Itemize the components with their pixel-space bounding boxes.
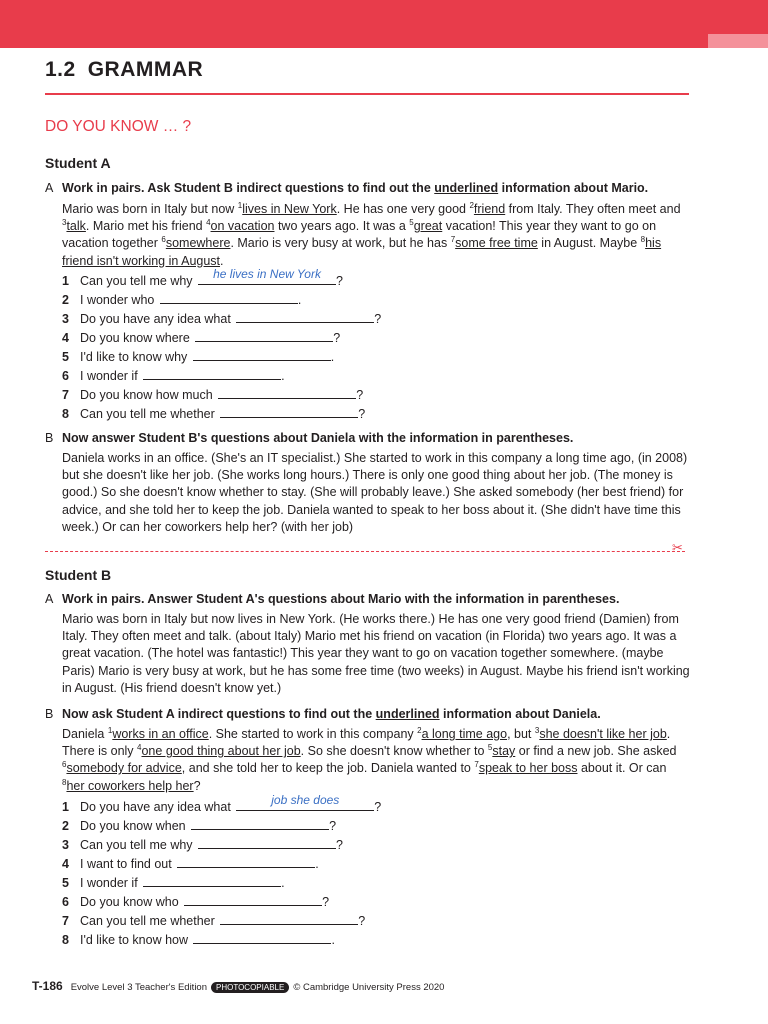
question-punctuation: .	[315, 857, 319, 871]
student-a-part-a-letter: A	[45, 181, 54, 195]
question-punctuation: ?	[356, 388, 364, 402]
question-item	[62, 290, 301, 308]
underlined-phrase: great	[413, 219, 443, 234]
question-number: 4	[62, 331, 69, 345]
question-stem: I wonder who	[80, 293, 158, 307]
item-number: 5	[409, 218, 414, 228]
question-punctuation: .	[281, 876, 285, 890]
underlined-phrase: friend	[473, 202, 506, 216]
question-punctuation: ?	[329, 819, 337, 833]
student-b-part-b-letter: B	[45, 707, 54, 721]
paragraph-text: or find a new job. She asked	[515, 744, 677, 759]
question-stem: Can you tell me why	[80, 274, 197, 288]
student-b-part-a-letter: A	[45, 592, 54, 606]
answer-blank[interactable]	[236, 309, 374, 323]
question-item	[62, 930, 335, 948]
cut-line	[45, 551, 685, 552]
paragraph-text: , but	[507, 727, 535, 741]
paragraph-text: .	[220, 253, 224, 268]
question-item	[62, 267, 343, 289]
item-number: 7	[450, 235, 456, 245]
answer-blank[interactable]	[193, 347, 331, 361]
page-title	[45, 58, 203, 82]
instruction-underlined: underlined	[375, 707, 440, 721]
paragraph-text: Daniela	[62, 727, 108, 741]
item-number: 8	[62, 777, 67, 787]
question-punctuation: ?	[374, 800, 382, 814]
underlined-phrase: somewhere	[165, 236, 231, 251]
answer-blank[interactable]	[177, 854, 315, 868]
question-punctuation: ?	[322, 895, 330, 909]
answer-blank[interactable]	[184, 892, 322, 906]
underlined-phrase: lives in New York	[242, 202, 337, 216]
question-punctuation: ?	[358, 914, 366, 928]
answer-blank[interactable]	[195, 328, 333, 342]
question-number: 4	[62, 857, 69, 871]
copyright-text: © Cambridge University Press 2020	[293, 982, 445, 993]
mario-info-paragraph: Mario was born in Italy but now lives in New York. (He works there.) He has one very good friend (Damien) from Italy. They often meet and talk. (about Italy) Mario met his friend on vacation (in Florida) two years ago. It was a great vacation. (The hotel was fantastic!) This year they want to go on vacation together somewhere. (maybe Paris) Mario is very busy at work, but he has some free time (two weeks) in August. Maybe his friend isn't working in August. (His friend doesn't know yet.)	[62, 612, 690, 695]
question-number: 1	[62, 800, 69, 814]
answer-blank[interactable]	[143, 366, 281, 380]
question-punctuation: .	[331, 933, 335, 947]
paragraph-text: . He has one very good	[336, 202, 470, 216]
top-banner	[0, 0, 768, 48]
daniela-info-paragraph: Daniela works in an office. (She's an IT specialist.) She started to work in this company a long time ago, (in 2008) but she doesn't like her job. (She works long hours.) There is only one good thing about her job. (The money is good.) So she doesn't know whether to stay. (She will probably leave.) She asked somebody (her best friend) for advice, and she told her to keep the job. Daniela wanted to speak to her boss about it. (She didn't have time this week.) Or can her coworkers help her? (with her job)	[62, 451, 688, 534]
mario-paragraph	[62, 201, 692, 270]
question-item	[62, 328, 340, 346]
question-stem: Can you tell me whether	[80, 914, 219, 928]
paragraph-text: . Mario is very busy at work, but he has	[230, 236, 451, 251]
question-stem: Can you tell me whether	[80, 407, 219, 421]
paragraph-text: two years ago. It was a	[274, 219, 410, 234]
question-number: 1	[62, 274, 69, 288]
item-number: 2	[469, 200, 474, 210]
paragraph-text: . She started to work in this company	[208, 727, 418, 741]
question-stem: Do you know when	[80, 819, 190, 833]
item-number: 3	[534, 725, 540, 735]
question-stem: I'd like to know how	[80, 933, 192, 947]
instruction-text: information about Mario.	[498, 181, 649, 195]
question-stem: Do you have any idea what	[80, 800, 235, 814]
question-punctuation: .	[281, 369, 285, 383]
title-rule	[45, 93, 689, 95]
question-punctuation: ?	[374, 312, 382, 326]
question-number: 6	[62, 895, 69, 909]
paragraph-text: . So she doesn't know whether to	[300, 744, 488, 759]
paragraph-text: . Mario met his friend	[85, 219, 207, 234]
underlined-phrase: his friend isn't working in August	[62, 236, 662, 268]
question-number: 8	[62, 407, 69, 421]
question-item	[62, 309, 381, 327]
question-punctuation: .	[330, 350, 335, 364]
underlined-phrase: one good thing about her job	[141, 744, 301, 759]
paragraph-text: about it. Or can	[577, 761, 667, 776]
question-stem: Do you know where	[80, 331, 194, 345]
handwritten-answer: job she does	[271, 793, 340, 807]
question-number: 5	[62, 876, 69, 890]
question-number: 6	[62, 369, 69, 383]
item-number: 4	[137, 743, 142, 753]
question-item	[62, 366, 285, 384]
answer-blank[interactable]	[198, 267, 336, 285]
question-item	[62, 793, 382, 815]
underlined-phrase: her coworkers help her	[66, 778, 194, 793]
do-you-know-heading: DO YOU KNOW … ?	[45, 118, 192, 135]
paragraph-text: , and she told her to keep the job. Daniela wanted to	[181, 761, 475, 776]
question-item	[62, 347, 334, 365]
answer-blank[interactable]	[218, 385, 356, 399]
banner-tab	[708, 34, 768, 48]
student-b-part-a-instruction: Work in pairs. Answer Student A's questions about Mario with the information in parentheses.	[62, 592, 620, 606]
question-item	[62, 911, 365, 929]
answer-blank[interactable]	[191, 816, 329, 830]
question-punctuation: .	[297, 293, 302, 307]
item-number: 6	[161, 235, 166, 245]
question-stem: I want to find out	[80, 857, 176, 871]
answer-blank[interactable]	[198, 835, 336, 849]
section-title: GRAMMAR	[87, 58, 204, 81]
question-item	[62, 816, 336, 834]
question-number: 3	[62, 312, 69, 326]
underlined-phrase: she doesn't like her job	[539, 727, 667, 741]
question-item	[62, 854, 319, 872]
question-stem: Do you know who	[80, 895, 183, 909]
photocopiable-badge: PHOTOCOPIABLE	[211, 982, 289, 993]
question-item	[62, 873, 285, 891]
instruction-underlined: underlined	[434, 181, 499, 195]
underlined-phrase: on vacation	[210, 219, 275, 234]
student-a-part-a-instruction	[62, 181, 648, 195]
daniela-paragraph	[62, 726, 692, 795]
answer-blank[interactable]	[220, 404, 358, 418]
question-stem: I wonder if	[80, 369, 142, 383]
paragraph-text: . There is only	[62, 727, 671, 759]
question-stem: I wonder if	[80, 876, 142, 890]
question-stem: Do you know how much	[80, 388, 217, 402]
page-number: T-186	[32, 979, 63, 993]
item-number: 8	[640, 235, 646, 245]
item-number: 3	[62, 218, 67, 228]
answer-blank[interactable]	[220, 911, 358, 925]
question-punctuation: ?	[336, 274, 343, 288]
instruction-text: information about Daniela.	[439, 707, 601, 721]
paragraph-text: vacation! This year they want to go on vacation together	[62, 219, 657, 251]
question-punctuation: ?	[358, 407, 366, 421]
item-number: 1	[237, 200, 243, 210]
underlined-phrase: works in an office	[112, 727, 209, 741]
answer-blank[interactable]	[193, 930, 331, 944]
underlined-phrase: speak to her boss	[478, 761, 578, 776]
scissors-icon: ✂	[672, 540, 683, 555]
student-b-label: Student B	[45, 567, 112, 583]
underlined-phrase: talk	[66, 219, 86, 234]
page-footer	[32, 979, 444, 993]
paragraph-text: from Italy. They often meet and	[505, 202, 681, 216]
question-number: 7	[62, 914, 69, 928]
item-number: 4	[206, 218, 211, 228]
item-number: 5	[487, 743, 493, 753]
question-punctuation: ?	[336, 838, 343, 852]
student-a-part-b-instruction: Now answer Student B's questions about Daniela with the information in parentheses.	[62, 431, 574, 445]
question-number: 5	[62, 350, 69, 364]
underlined-phrase: somebody for advice	[66, 761, 182, 776]
answer-blank[interactable]	[236, 793, 374, 811]
question-item	[62, 385, 363, 403]
question-number: 8	[62, 933, 69, 947]
question-item	[62, 835, 343, 853]
student-a-part-b-letter: B	[45, 431, 54, 445]
item-number: 2	[417, 725, 422, 735]
paragraph-text: ?	[193, 778, 201, 793]
instruction-text: Work in pairs. Ask Student B indirect questions to find out the	[62, 181, 435, 195]
student-a-label: Student A	[45, 155, 111, 171]
instruction-text: Now ask Student A indirect questions to find out the	[62, 707, 376, 721]
handwritten-answer: he lives in New York	[213, 267, 321, 281]
question-number: 7	[62, 388, 69, 402]
answer-blank[interactable]	[143, 873, 281, 887]
question-punctuation: ?	[333, 331, 341, 345]
question-number: 2	[62, 293, 69, 307]
item-number: 7	[474, 760, 479, 770]
item-number: 6	[62, 760, 67, 770]
item-number: 1	[107, 725, 113, 735]
underlined-phrase: stay	[492, 744, 516, 759]
question-stem: I'd like to know why	[80, 350, 191, 364]
paragraph-text: Mario was born in Italy but now	[62, 202, 238, 216]
question-item	[62, 404, 365, 422]
question-number: 3	[62, 838, 69, 852]
question-item	[62, 892, 329, 910]
paragraph-text: in August. Maybe	[537, 236, 641, 251]
edition-text: Evolve Level 3 Teacher's Edition	[70, 982, 207, 993]
student-b-part-b-instruction	[62, 707, 601, 721]
answer-blank[interactable]	[160, 290, 298, 304]
question-stem: Can you tell me why	[80, 838, 197, 852]
question-stem: Do you have any idea what	[80, 312, 235, 326]
question-number: 2	[62, 819, 69, 833]
underlined-phrase: some free time	[455, 236, 538, 251]
underlined-phrase: a long time ago	[421, 727, 508, 741]
section-number: 1.2	[45, 58, 76, 81]
